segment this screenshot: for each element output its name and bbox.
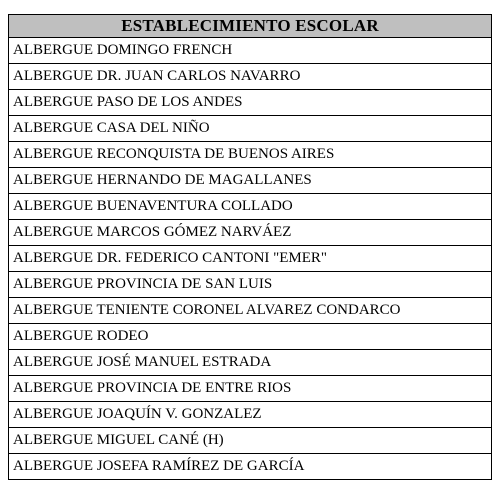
table-row: ALBERGUE JOSEFA RAMÍREZ DE GARCÍA xyxy=(13,458,305,474)
table-row: ALBERGUE DR. JUAN CARLOS NAVARRO xyxy=(9,64,491,90)
table-header: ESTABLECIMIENTO ESCOLAR xyxy=(9,15,491,38)
table-row: ALBERGUE PROVINCIA DE ENTRE RIOS xyxy=(9,376,491,402)
table-row: ALBERGUE RECONQUISTA DE BUENOS AIRES xyxy=(9,142,491,168)
table-row: ALBERGUE JOSÉ MANUEL ESTRADA xyxy=(9,350,491,376)
table-row: ALBERGUE DR. FEDERICO CANTONI "EMER" xyxy=(9,246,491,272)
table-row: ALBERGUE MIGUEL CANÉ (H) xyxy=(9,428,491,454)
table-row: ALBERGUE CASA DEL NIÑO xyxy=(9,116,491,142)
table-row: ALBERGUE MARCOS GÓMEZ NARVÁEZ xyxy=(9,220,491,246)
table-row: ALBERGUE PROVINCIA DE SAN LUIS xyxy=(9,272,491,298)
table-row: ALBERGUE DOMINGO FRENCH xyxy=(9,38,491,64)
table-row: ALBERGUE RODEO xyxy=(9,324,491,350)
table-row: ALBERGUE HERNANDO DE MAGALLANES xyxy=(9,168,491,194)
table-row: ALBERGUE TENIENTE CORONEL ALVAREZ CONDARCO xyxy=(9,298,491,324)
table-row: ALBERGUE PASO DE LOS ANDES xyxy=(9,90,491,116)
table-row: ALBERGUE BUENAVENTURA COLLADO xyxy=(9,194,491,220)
table-row: ALBERGUE JOAQUÍN V. GONZALEZ xyxy=(9,402,491,428)
school-table xyxy=(8,14,492,480)
